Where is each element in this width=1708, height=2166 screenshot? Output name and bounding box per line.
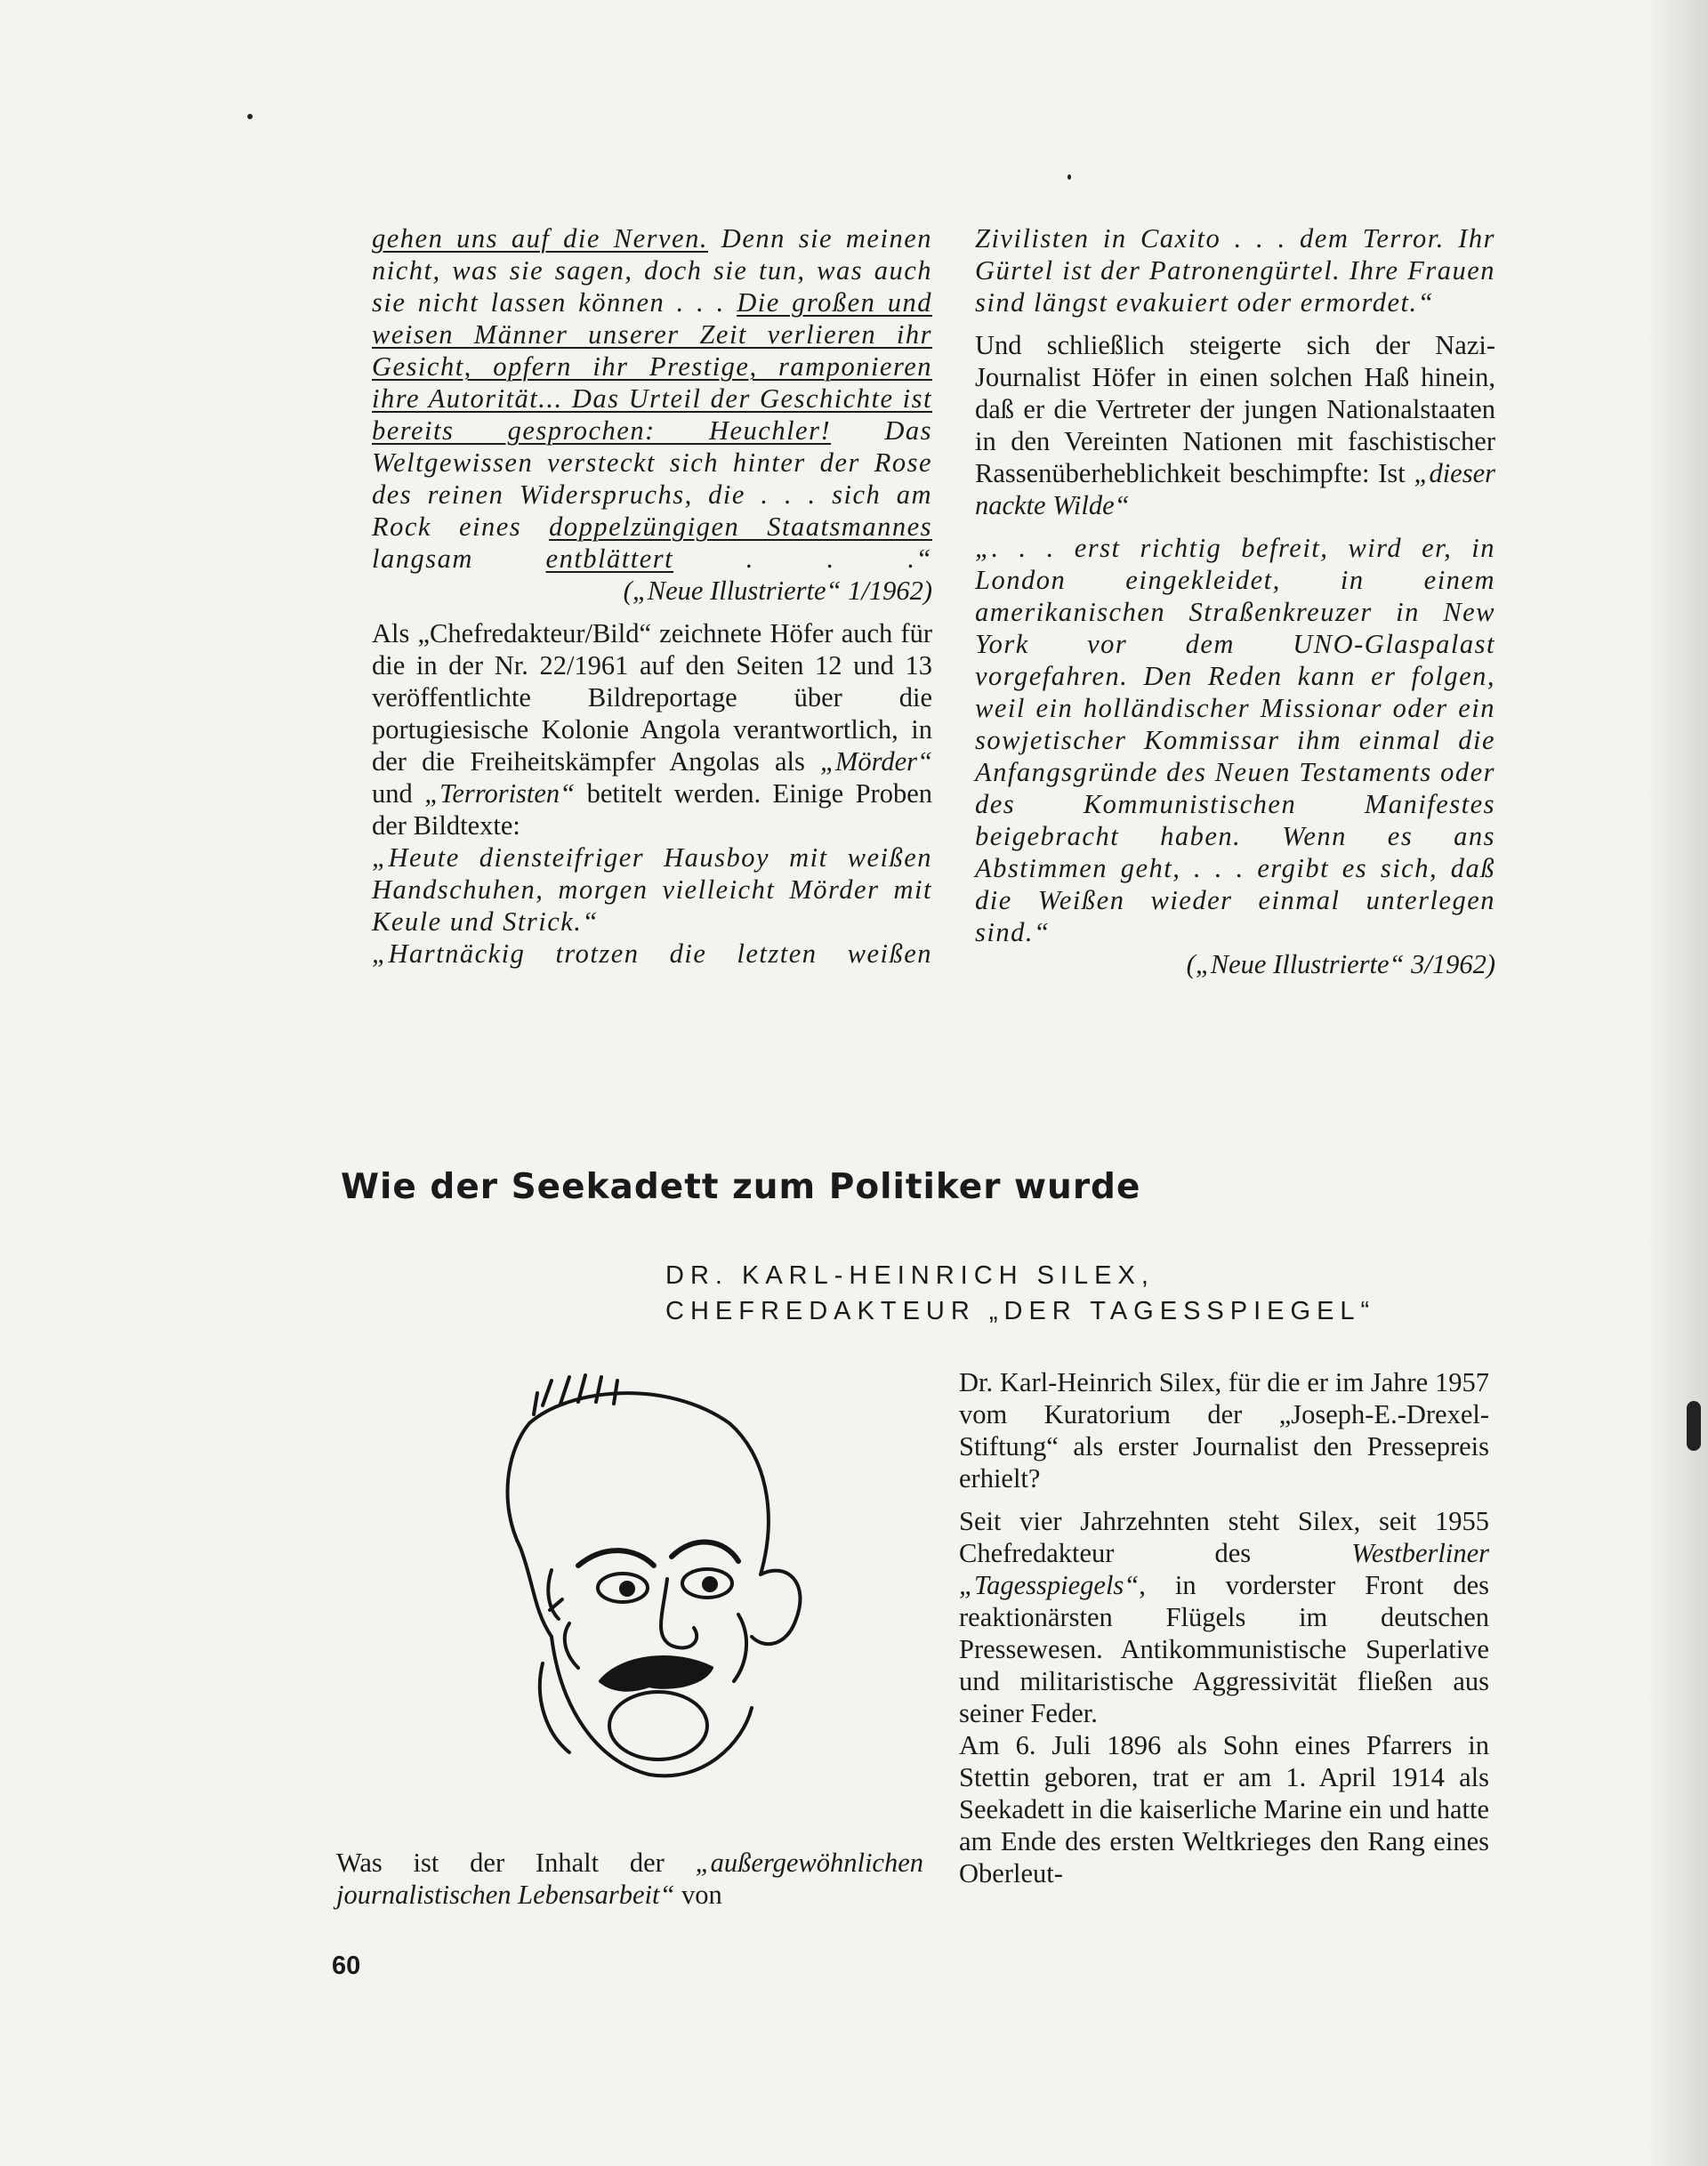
paragraph-biography: Am 6. Juli 1896 als Sohn eines Pfarrers in Stettin geboren, trat er am 1. April 1914 als Seekadett in die kaiserliche Marine ein und hatte am Ende des ersten Weltkrieges den Rang eines Oberleut-: [959, 1730, 1489, 1888]
italic-text: „außergewöhnlichen journalistischen Lebensarbeit“: [336, 1848, 923, 1910]
underlined-text: gehen uns auf die Nerven.: [372, 223, 708, 254]
quote-4-source: („Neue Illustrierte“ 3/1962): [1186, 949, 1495, 979]
paragraph-tagesspiegel: [959, 1505, 1489, 1729]
column-right-top: [975, 222, 1495, 980]
paper-speck: [1687, 1401, 1701, 1451]
text-run: Und schließlich steigerte sich der Nazi-Journalist Höfer in einen solchen Haß hinein, daß er die Vertreter der jungen Nationalstaaten in den Vereinten Nationen mit faschistischer Rassenüberheblichkeit beschimpfte: Ist: [975, 330, 1495, 488]
underlined-text: entblättert: [545, 544, 674, 574]
quote-3-start: „Hartnäckig trotzen die letzten weißen: [372, 938, 932, 969]
quote-1: [372, 222, 932, 575]
text-run: und: [372, 778, 425, 809]
paper-speck: [1068, 174, 1071, 180]
italic-text: Westberliner „Tagesspiegels“: [959, 1538, 1489, 1600]
underlined-text: doppelzüngigen Staatsmannes: [549, 511, 932, 542]
italic-text: „Mörder“: [820, 746, 932, 777]
text-run: von: [674, 1880, 722, 1910]
byline-name: DR. KARL-HEINRICH SILEX,: [665, 1261, 1155, 1290]
text-run: Was ist der Inhalt der: [336, 1848, 696, 1878]
byline: [665, 1258, 1377, 1329]
quote-1-source: („Neue Illustrierte“ 1/1962): [623, 576, 932, 606]
paragraph-hoefer: [975, 329, 1495, 521]
text-run: betitelt werden. Einige Proben der Bildtexte:: [372, 778, 932, 841]
column-left-top: [372, 222, 932, 970]
text-run: . . .“: [673, 544, 932, 574]
italic-text: „dieser nackte Wilde“: [975, 458, 1495, 520]
text-run: Als „Chefredakteur/Bild“ zeichnete Höfer auch für die in der Nr. 22/1961 auf den Seiten 12 und 13 veröffentlichte Bildreportage über die portugiesische Kolonie Angola verantwortlich, in der die Freiheitskämpfer Angolas als: [372, 618, 932, 777]
paragraph-angola: [372, 617, 932, 841]
quote-3-end: Zivilisten in Caxito . . . dem Terror. Ihr Gürtel ist der Patronengürtel. Ihre Frauen sind längst evakuiert oder ermordet.“: [975, 223, 1495, 318]
quote-4: „. . . erst richtig befreit, wird er, in London eingekleidet, in einem amerikanischen Straßenkreuzer in New York vor dem UNO-Glaspalast vorgefahren. Den Reden kann er folgen, weil ein holländischer Missionar oder ein sowjetischer Kommissar ihm einmal die Anfangsgründe des Neuen Testaments oder des Kommunistischen Manifestes beigebracht haben. Wenn es ans Abstimmen geht, . . . ergibt es sich, daß die Weißen wieder einmal unterlegen sind.“: [975, 533, 1495, 947]
paper-speck: [247, 114, 253, 119]
text-run: Denn sie meinen nicht, was sie sagen, doch sie tun, was auch sie nicht lassen können . . .: [372, 223, 932, 318]
italic-text: „Terroristen“: [424, 778, 576, 809]
text-run: , in vorderster Front des reaktionärsten Flügels im deutschen Pressewesen. Antikommunistische Superlative und militaristische Aggressivität fließen aus seiner Feder.: [959, 1570, 1489, 1728]
page-number: 60: [332, 1952, 361, 1980]
quote-2: „Heute diensteifriger Hausboy mit weißen Handschuhen, morgen vielleicht Mörder mit Keule und Strick.“: [372, 842, 932, 937]
paragraph-pressepreis: Dr. Karl-Heinrich Silex, für die er im Jahre 1957 vom Kuratorium der „Joseph-E.-Drexel-Stiftung“ als erster Journalist den Pressepreis erhielt?: [959, 1367, 1489, 1494]
section-heading: Wie der Seekadett zum Politiker wurde: [341, 1167, 1141, 1207]
page-edge-shadow: [1646, 0, 1708, 2166]
byline-title: CHEFREDAKTEUR „DER TAGESSPIEGEL“: [665, 1297, 1376, 1325]
paragraph-question: [336, 1847, 923, 1911]
underlined-text: Die großen und weisen Männer unserer Zeit verlieren ihr Gesicht, opfern ihr Prestige, ramponieren ihre Autorität... Das Urteil der Geschichte ist bereits gesprochen: Heuchler!: [372, 287, 932, 446]
text-run: langsam: [372, 544, 546, 574]
column-left-bottom: [336, 1847, 923, 1911]
text-run: Seit vier Jahrzehnten steht Silex, seit 1955 Chefredakteur des: [959, 1506, 1489, 1568]
text-run: Das Weltgewissen versteckt sich hinter der Rose des reinen Widerspruchs, die . . . sich am Rock eines: [372, 415, 932, 542]
column-right-bottom: [959, 1366, 1489, 1889]
portrait-caricature: [445, 1370, 836, 1819]
